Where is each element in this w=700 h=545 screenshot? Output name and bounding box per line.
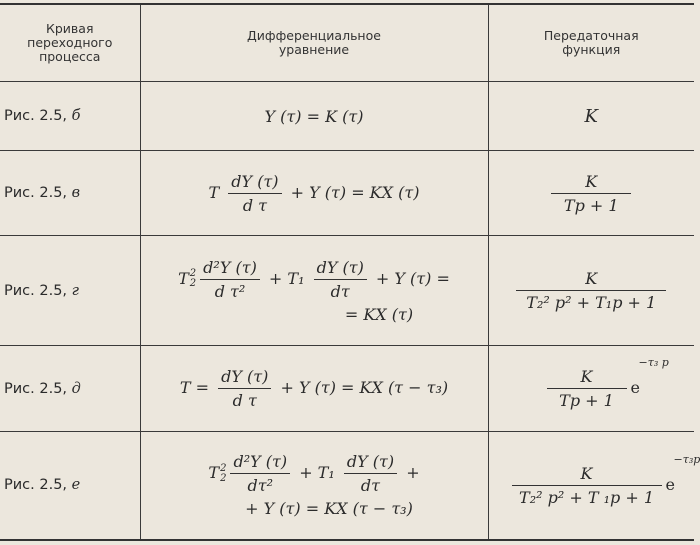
equation-cell: T 2 2 $\frac{\text{d²Y (τ)}}{\text{d τ²}}$ + T₁ $\frac{dY (\tau)}{d\tau}$ + Y (τ) = = KX (τ) (140, 236, 488, 346)
row-label: Рис. 2.5, в (0, 151, 140, 236)
transfer-cell: $\frac{K}{Tp + 1}$ e −τ₃ p (488, 346, 694, 432)
row-label: Рис. 2.5, д (0, 346, 140, 432)
row-label: Рис. 2.5, е (0, 432, 140, 540)
equation-cell: Y (τ) = K (τ) (140, 82, 488, 151)
transfer-cell: $\frac{K}{\text{T₂² p² + T₁p + 1}}$ (488, 236, 694, 346)
row-label: Рис. 2.5, б (0, 82, 140, 151)
header-equation: Дифференциальное уравнение (140, 4, 488, 82)
transfer-function-table (0, 3, 700, 541)
row-label: Рис. 2.5, г (0, 236, 140, 346)
equation-cell: T 2 2 $\frac{\text{d²Y (τ)}}{\text{dτ²}}$ + T₁ $\frac{dY (\tau)}{d\tau}$ + + Y (τ) = KX (τ − τ₃) (140, 432, 488, 540)
equation-cell: T $\frac{dY (\tau)}{\text{d τ}}$ + Y (τ) = KX (τ) (140, 151, 488, 236)
table-row (0, 346, 694, 432)
transfer-cell: $\frac{K}{\text{T₂² p² + T ₁p + 1}}$ e −τ₃p (488, 432, 694, 540)
header-curve: Кривая переходного процесса (0, 4, 140, 82)
equation-cell: T = $\frac{dY (\tau)}{\text{d τ}}$ + Y (τ) = KX (τ − τ₃) (140, 346, 488, 432)
table-row (0, 82, 694, 151)
transfer-cell: K (488, 82, 694, 151)
transfer-cell: $\frac{K}{Tp + 1}$ (488, 151, 694, 236)
table-header-row (0, 4, 694, 82)
header-transfer: Передаточная функция (488, 4, 694, 82)
table-row (0, 151, 694, 236)
table-row (0, 432, 694, 540)
table-row (0, 236, 694, 346)
